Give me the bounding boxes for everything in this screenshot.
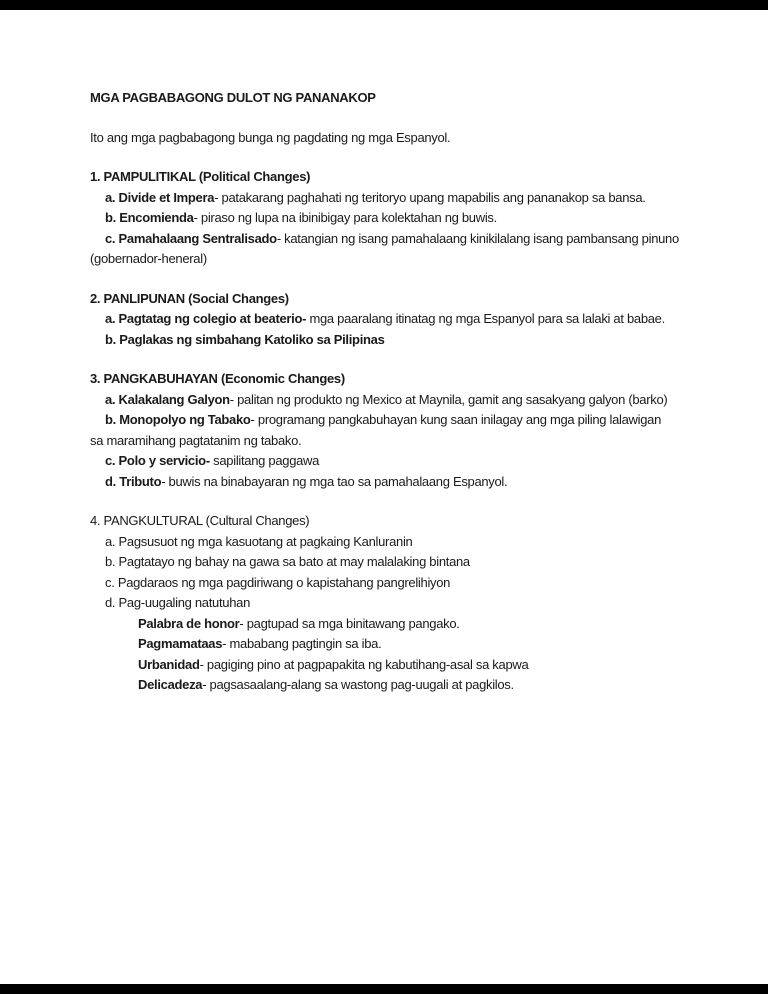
- text-run: c. Polo y servicio-: [105, 453, 210, 468]
- text-run: - patakarang paghahati ng teritoryo upang mapabilis ang pananakop sa bansa.: [214, 189, 646, 205]
- subitem-delicadeza: [90, 675, 690, 696]
- text-run: b. Pagtatayo ng bahay na gawa sa bato at may malalaking bintana: [105, 554, 470, 569]
- subitem-palabra-de-honor: [90, 614, 690, 635]
- document-page: [0, 10, 768, 984]
- item-1a: [90, 188, 690, 209]
- text-run: d. Tributo: [105, 473, 162, 489]
- text-run: sapilitang paggawa: [209, 453, 320, 468]
- section-3-heading: [90, 369, 690, 390]
- item-4d: [90, 593, 690, 614]
- document-body: [90, 88, 690, 696]
- text-run: - buwis na binabayaran ng mga tao sa pamahalaang Espanyol.: [161, 473, 508, 489]
- item-4c: [90, 573, 690, 594]
- item-2b: [90, 330, 690, 351]
- text-run: - mababang pagtingin sa iba.: [222, 636, 382, 651]
- text-run: MGA PAGBABAGONG DULOT NG PANANAKOP: [90, 90, 376, 105]
- text-run: c. Pagdaraos ng mga pagdiriwang o kapistahang pangrelihiyon: [105, 574, 451, 590]
- text-run: a. Pagtatag ng colegio at beaterio-: [105, 311, 307, 326]
- intro-paragraph: [90, 128, 690, 149]
- item-4b: [90, 552, 690, 573]
- text-run: Delicadeza: [138, 677, 203, 692]
- text-run: - programang pangkabuhayan kung saan inilagay ang mga piling lalawigan: [250, 412, 662, 427]
- text-run: - katangian ng isang pamahalaang kinikilalang isang pambansang pinuno: [276, 230, 679, 246]
- section-2-heading: [90, 289, 690, 310]
- text-run: b. Paglakas ng simbahang Katoliko sa Pilipinas: [105, 331, 385, 347]
- doc-title: [90, 88, 690, 109]
- subitem-pagmamataas: [90, 634, 690, 655]
- section-4-heading: [90, 511, 690, 532]
- text-run: mga paaralang itinatag ng mga Espanyol para sa lalaki at babae.: [306, 311, 665, 326]
- text-run: Pagmamataas: [138, 636, 223, 651]
- text-run: - pagtupad sa mga binitawang pangako.: [239, 615, 460, 631]
- bottom-black-bar: [0, 984, 768, 994]
- item-3b-continuation: [90, 431, 690, 452]
- subitem-urbanidad: [90, 655, 690, 676]
- text-run: 1. PAMPULITIKAL (Political Changes): [90, 169, 311, 184]
- item-3d: [90, 472, 690, 493]
- text-run: 3. PANGKABUHAYAN (Economic Changes): [90, 371, 345, 386]
- item-1c-continuation: [90, 249, 690, 270]
- text-run: b. Encomienda: [105, 210, 194, 225]
- text-run: b. Monopolyo ng Tabako: [105, 412, 251, 427]
- text-run: 4. PANGKULTURAL (Cultural Changes): [90, 513, 310, 528]
- item-1c: [90, 229, 690, 250]
- text-run: Urbanidad: [138, 656, 200, 672]
- text-run: a. Kalakalang Galyon: [105, 391, 230, 407]
- text-run: - palitan ng produkto ng Mexico at Maynila, gamit ang sasakyang galyon (barko): [229, 391, 668, 407]
- text-run: a. Divide et Impera: [105, 189, 215, 205]
- item-4a: [90, 532, 690, 553]
- text-run: - pagsasaalang-alang sa wastong pag-uugali at pagkilos.: [202, 677, 514, 692]
- text-run: 2. PANLIPUNAN (Social Changes): [90, 290, 289, 306]
- item-2a: [90, 309, 690, 330]
- text-run: (gobernador-heneral): [90, 251, 207, 266]
- item-3b: [90, 410, 690, 431]
- text-run: d. Pag-uugaling natutuhan: [105, 595, 251, 610]
- top-black-bar: [0, 0, 768, 10]
- text-run: c. Pamahalaang Sentralisado: [105, 230, 277, 246]
- section-1-heading: [90, 167, 690, 188]
- text-run: a. Pagsusuot ng mga kasuotang at pagkaing Kanluranin: [105, 533, 413, 549]
- text-run: sa maramihang pagtatanim ng tabako.: [90, 432, 302, 448]
- item-3c: [90, 451, 690, 472]
- text-run: - pagiging pino at pagpapakita ng kabutihang-asal sa kapwa: [199, 656, 529, 672]
- item-3a: [90, 390, 690, 411]
- item-1b: [90, 208, 690, 229]
- text-run: Palabra de honor: [138, 615, 240, 631]
- text-run: - piraso ng lupa na ibinibigay para kolektahan ng buwis.: [193, 210, 497, 225]
- text-run: Ito ang mga pagbabagong bunga ng pagdating ng mga Espanyol.: [90, 129, 451, 145]
